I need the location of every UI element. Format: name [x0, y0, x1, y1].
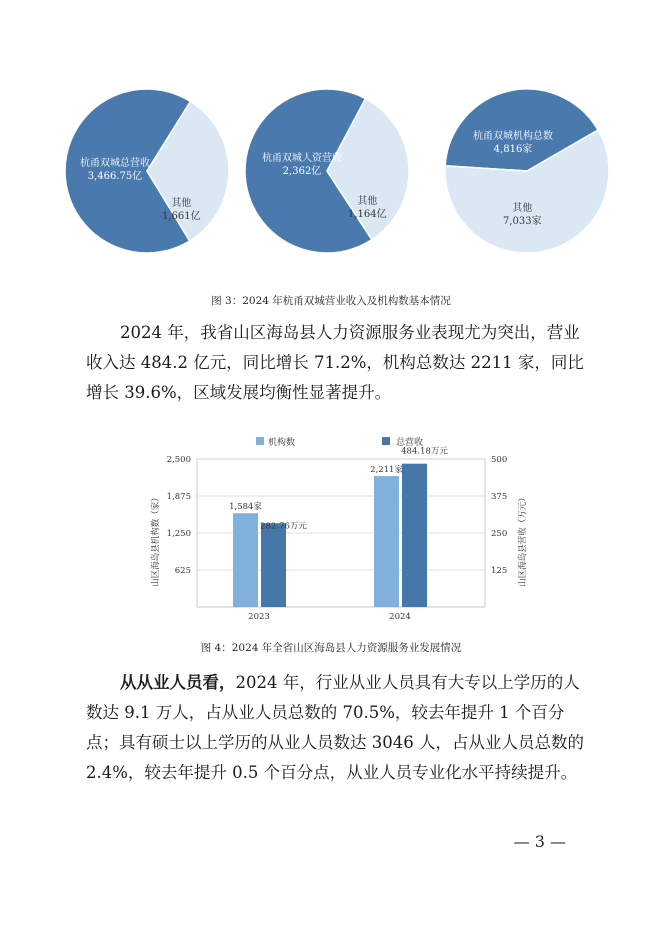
pie2-other-value: 1,164亿 [348, 209, 387, 220]
y2-axis-label: 山区海岛县营收（万元） [518, 493, 528, 587]
y-tick-label: 625 [174, 566, 191, 576]
x-tick-label: 2024 [389, 612, 411, 622]
pie2-other-label [348, 195, 387, 221]
pie2-main-name: 杭甬双城人资营收 [262, 153, 342, 164]
bar-chart [145, 432, 545, 622]
pie2-main-value: 2,362亿 [282, 166, 322, 177]
x-tick-label: 2023 [248, 612, 270, 622]
paragraph-1 [86, 318, 586, 408]
pie-chart-institutions [445, 75, 610, 265]
figure-4-caption: 图 4：2024 年全省山区海岛县人力资源服务业发展情况 [200, 642, 462, 654]
bar-institutions-2024 [374, 476, 399, 607]
pie3-main-value: 4,816家 [493, 144, 533, 155]
legend-swatch-institutions [256, 437, 264, 445]
bar-revenue-2024 [402, 464, 427, 607]
y-axis-label: 山区海岛县机构数（家） [151, 493, 161, 587]
chart-legend [256, 436, 423, 448]
data-label: 282.76万元 [260, 521, 307, 532]
paragraph-2-body: 2024 年，行业从业人员具有大专以上学历的人数达 9.1 万人，占从业人员总数的 70.5%，较去年提升 1 个百分点；具有硕士以上学历的从业人员数达 3046 人，占从业人员总数的 2.4%，较去年提升 0.5 个百分点，从业人员专业化水平持续提升。 [86, 673, 584, 782]
pie-chart-revenue [65, 75, 230, 265]
y2-tick-label: 250 [491, 529, 508, 539]
chart-bars [233, 464, 427, 607]
legend-label-revenue: 总营收 [396, 438, 424, 448]
bar-institutions-2023 [233, 513, 258, 607]
pie1-main-name: 杭甬双城总营收 [80, 158, 150, 169]
y-tick-label: 1,875 [166, 492, 191, 502]
data-label: 2,211家 [370, 465, 403, 476]
figure-3-caption: 图 3：2024 年杭甬双城营业收入及机构数基本情况 [211, 295, 451, 307]
pie-chart-hr-revenue [245, 75, 410, 265]
paragraph-2 [86, 668, 586, 788]
y2-tick-label: 500 [491, 455, 508, 465]
pie1-other-name: 其他 [171, 198, 192, 209]
paragraph-2-text [86, 668, 586, 788]
page-number: — 3 — [513, 832, 566, 851]
legend-swatch-revenue [382, 437, 390, 445]
y-tick-label: 2,500 [166, 455, 191, 465]
pie3-other-label [503, 202, 542, 228]
pie3-main-label [473, 130, 553, 156]
legend-label-institutions: 机构数 [268, 438, 296, 448]
pie1-main-value: 3,466.75亿 [87, 171, 143, 182]
pie3-main-name: 杭甬双城机构总数 [473, 131, 553, 142]
pie2-other-name: 其他 [357, 196, 378, 207]
pie-svg-3 [445, 75, 610, 265]
pie1-main-label [80, 157, 150, 183]
pie3-other-value: 7,033家 [503, 216, 542, 227]
data-label: 1,584家 [229, 502, 262, 513]
pie3-other-name: 其他 [512, 203, 533, 214]
pie1-other-label [162, 197, 201, 223]
y2-tick-label: 375 [491, 492, 508, 502]
chart-tick-labels [167, 455, 508, 622]
pie1-other-value: 1,661亿 [162, 211, 201, 222]
bar-revenue-2023 [261, 523, 286, 607]
paragraph-2-lead: 从从业人员看， [120, 673, 236, 692]
data-label: 484.18万元 [401, 446, 448, 457]
paragraph-1-text: 2024 年，我省山区海岛县人力资源服务业表现尤为突出，营业收入达 484.2 亿元，同比增长 71.2%，机构总数达 2211 家，同比增长 39.6%，区域发展均衡性显著提升。 [86, 323, 584, 402]
y2-tick-label: 125 [491, 566, 508, 576]
pie2-main-label [262, 152, 342, 178]
y-tick-label: 1,250 [166, 529, 191, 539]
